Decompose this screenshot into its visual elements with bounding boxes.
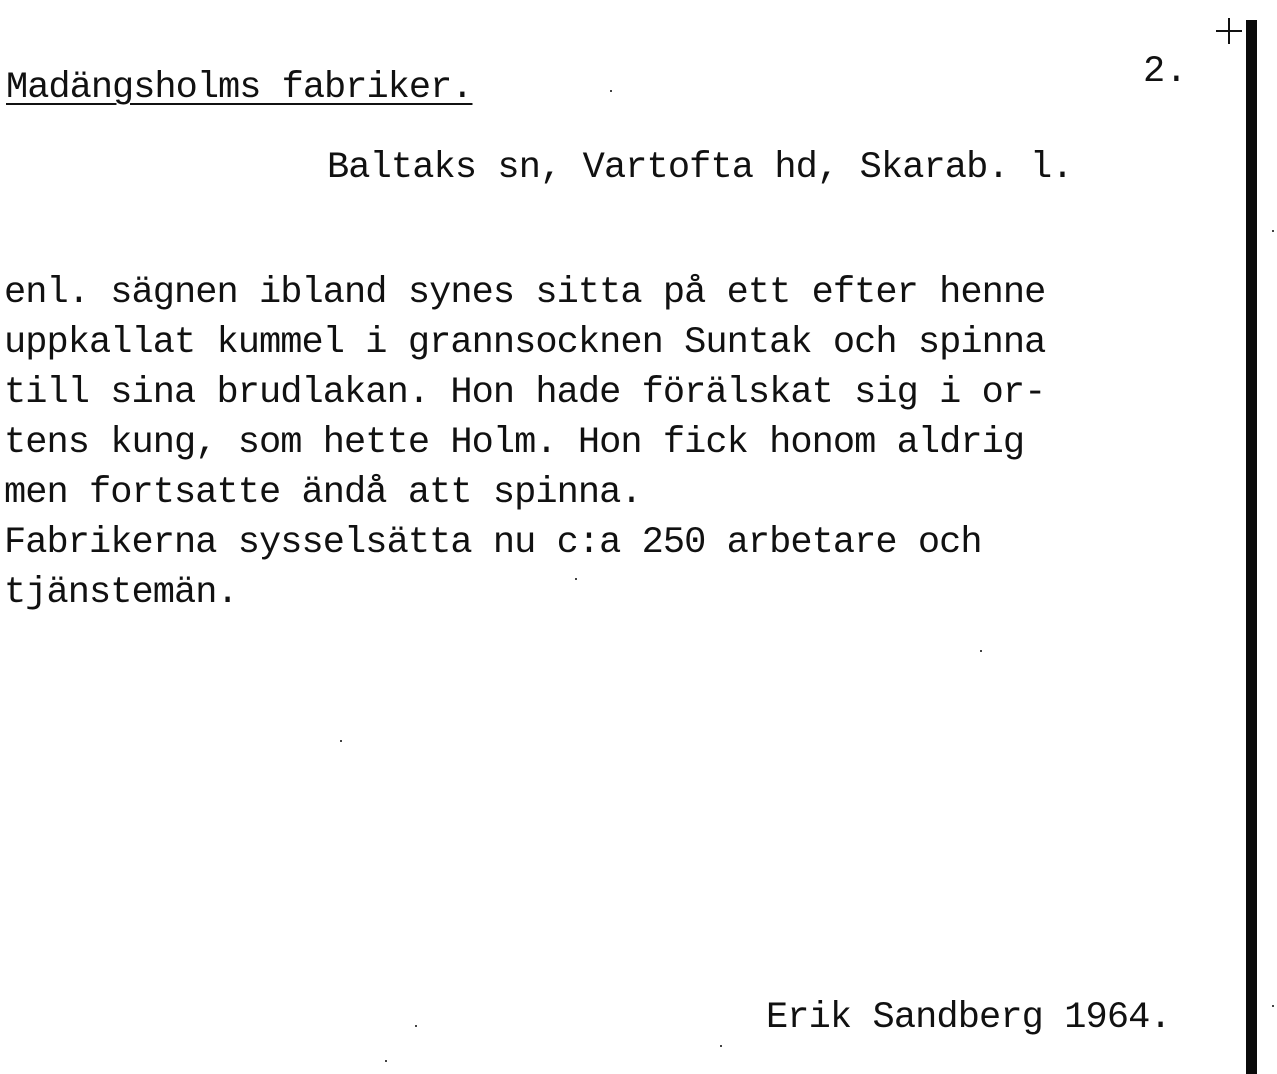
card-edge-shadow (1246, 20, 1257, 1074)
body-line: tjänstemän. (4, 572, 238, 614)
card-number: 2. (1143, 51, 1188, 93)
body-line: till sina brudlakan. Hon hade förälskat sig i or- (4, 372, 1046, 414)
crosshair-mark-icon (1216, 18, 1242, 44)
body-line: uppkallat kummel i grannsocknen Suntak och spinna (4, 322, 1046, 364)
scan-speck (385, 1060, 387, 1062)
scan-speck (610, 90, 612, 92)
scan-speck (980, 650, 982, 652)
body-line: men fortsatte ändå att spinna. (4, 472, 642, 514)
signature: Erik Sandberg 1964. (766, 997, 1171, 1039)
scan-speck (1272, 1005, 1274, 1007)
scan-speck (340, 740, 342, 742)
body-text (4, 268, 1234, 618)
body-line: enl. sägnen ibland synes sitta på ett efter henne (4, 272, 1046, 314)
card-heading: Madängsholms fabriker. (6, 67, 473, 109)
scan-speck (575, 578, 577, 580)
scan-speck (1272, 230, 1274, 232)
scan-speck (415, 1025, 417, 1027)
body-line: tens kung, som hette Holm. Hon fick honom aldrig (4, 422, 1025, 464)
scan-speck (720, 1045, 722, 1047)
location-line: Baltaks sn, Vartofta hd, Skarab. l. (327, 147, 1073, 189)
body-line: Fabrikerna sysselsätta nu c:a 250 arbetare och (4, 522, 982, 564)
